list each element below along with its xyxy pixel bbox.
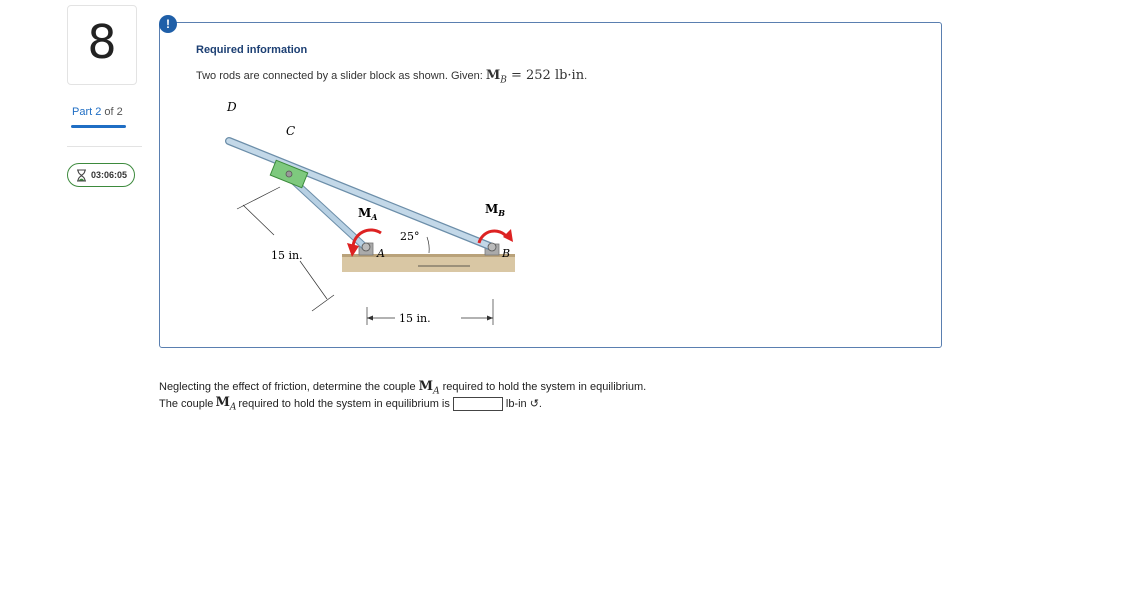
question-number-box bbox=[67, 5, 137, 85]
given-value: = 252 lb·in bbox=[506, 68, 585, 83]
given-symbol: M bbox=[485, 68, 501, 83]
label-mb-sub: B bbox=[498, 208, 506, 218]
answer-unit: lb-in ↺. bbox=[505, 398, 542, 411]
label-d: D bbox=[227, 100, 237, 114]
couple-mb-head bbox=[503, 229, 513, 242]
given-text bbox=[196, 68, 587, 86]
given-sub: B bbox=[500, 75, 507, 86]
q1-pre: Neglecting the effect of friction, determine the couple bbox=[159, 381, 419, 393]
label-ma-sub: A bbox=[371, 212, 378, 222]
required-information-box bbox=[159, 22, 942, 348]
given-math bbox=[485, 68, 585, 86]
part-progress-bar bbox=[71, 125, 126, 128]
dim-arrow-right bbox=[487, 316, 493, 321]
label-b: B bbox=[502, 247, 511, 260]
pin-b bbox=[488, 243, 496, 251]
question-number: 8 bbox=[87, 15, 117, 69]
angle-arc bbox=[427, 237, 429, 253]
timer-badge[interactable] bbox=[67, 163, 135, 187]
dim-ext-bottom bbox=[312, 295, 334, 311]
label-c: C bbox=[286, 124, 296, 138]
label-ma-m: M bbox=[358, 206, 372, 220]
rod-db bbox=[229, 141, 492, 247]
answer-input[interactable] bbox=[453, 397, 503, 411]
dim-line-left-upper bbox=[243, 205, 274, 235]
given-prefix: Two rods are connected by a slider block as shown. Given: bbox=[196, 70, 486, 82]
given-end: . bbox=[584, 70, 588, 82]
part-current: Part 2 bbox=[72, 106, 102, 118]
label-mb-m: M bbox=[485, 202, 499, 216]
hourglass-icon bbox=[76, 169, 87, 182]
dim-bottom-label: 15 in. bbox=[399, 312, 431, 325]
rods-slider-figure bbox=[215, 95, 525, 325]
label-a: A bbox=[377, 247, 385, 260]
q1-sym: M bbox=[418, 379, 434, 394]
part-total: of 2 bbox=[101, 106, 123, 118]
q2-pre: The couple bbox=[159, 397, 214, 410]
sidebar-divider bbox=[67, 146, 142, 147]
q2-sub: A bbox=[229, 402, 237, 413]
question-line-2 bbox=[159, 395, 542, 413]
info-title: Required information bbox=[196, 44, 308, 56]
q1-post: required to hold the system in equilibrium. bbox=[439, 381, 647, 393]
dim-left-label: 15 in. bbox=[271, 249, 303, 262]
q2-sym: M bbox=[215, 395, 230, 410]
q1-sub: A bbox=[433, 386, 440, 397]
question-line-1 bbox=[159, 379, 646, 397]
timer-text: 03:06:05 bbox=[91, 170, 128, 180]
alert-icon: ! bbox=[159, 15, 177, 33]
dim-line-left-lower bbox=[300, 261, 327, 299]
dim-arrow-left bbox=[367, 316, 373, 321]
label-mb bbox=[485, 202, 505, 218]
part-indicator bbox=[72, 106, 123, 118]
pin-a bbox=[362, 243, 370, 251]
q2-math bbox=[215, 395, 236, 413]
angle-label: 25° bbox=[400, 230, 420, 243]
q2-post: required to hold the system in equilibrium is bbox=[238, 397, 450, 410]
pin-c bbox=[286, 171, 292, 177]
label-ma bbox=[358, 206, 378, 222]
q1-math bbox=[418, 379, 440, 397]
